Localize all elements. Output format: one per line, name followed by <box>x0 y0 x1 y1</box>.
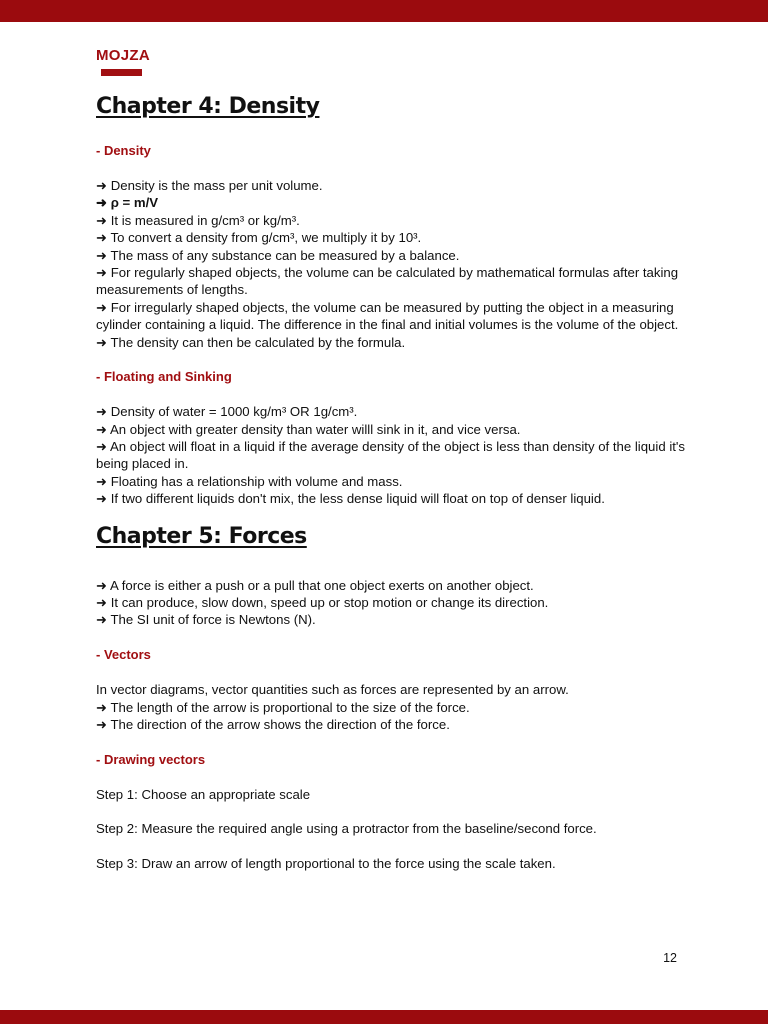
forces-line: ➜ The SI unit of force is Newtons (N). <box>96 612 316 628</box>
vectors-line: ➜ The length of the arrow is proportional to the size of the force. <box>96 699 470 715</box>
floating-line: ➜ An object with greater density than water willl sink in it, and vice versa. <box>96 421 521 437</box>
floating-line: ➜ An object will float in a liquid if the average density of the object is less than density of the liquid it's being placed in. <box>96 439 686 472</box>
top-band <box>0 0 768 22</box>
density-formula: ➜ ρ = m/V <box>96 195 159 211</box>
bottom-band <box>0 1010 768 1024</box>
step-3: Step 3: Draw an arrow of length proportional to the force using the scale taken. <box>96 856 556 872</box>
chapter-5-title: Chapter 5: Forces <box>96 523 307 549</box>
page-content <box>96 92 686 873</box>
step-2: Step 2: Measure the required angle using a protractor from the baseline/second force. <box>96 821 597 837</box>
vectors-line: ➜ The direction of the arrow shows the direction of the force. <box>96 716 450 732</box>
vectors-heading: - Vectors <box>96 647 151 663</box>
density-line: ➜ The density can then be calculated by the formula. <box>96 334 406 350</box>
forces-line: ➜ It can produce, slow down, speed up or stop motion or change its direction. <box>96 595 549 611</box>
density-line: ➜ To convert a density from g/cm³, we multiply it by 10³. <box>96 230 422 246</box>
step-1: Step 1: Choose an appropriate scale <box>96 786 311 802</box>
page-number: 12 <box>663 951 677 965</box>
density-line: ➜ The mass of any substance can be measured by a balance. <box>96 247 460 263</box>
drawing-vectors-heading: - Drawing vectors <box>96 751 206 767</box>
vectors-intro: In vector diagrams, vector quantities such as forces are represented by an arrow. <box>96 682 569 698</box>
floating-line: ➜ If two different liquids don't mix, the less dense liquid will float on top of denser liquid. <box>96 491 605 507</box>
density-heading: - Density <box>96 143 151 158</box>
density-line: ➜ For regularly shaped objects, the volume can be calculated by mathematical formulas after taking measurements of lengths. <box>96 264 679 298</box>
floating-heading: - Floating and Sinking <box>96 369 232 385</box>
density-line: ➜ For irregularly shaped objects, the volume can be measured by putting the object in a measuring cylinder containing a liquid. The difference in the final and initial volumes is the volume of the object. <box>96 299 679 333</box>
floating-line: ➜ Floating has a relationship with volume and mass. <box>96 473 403 489</box>
floating-line: ➜ Density of water = 1000 kg/m³ OR 1g/cm³. <box>96 404 358 420</box>
forces-line: ➜ A force is either a push or a pull that one object exerts on another object. <box>96 577 534 593</box>
chapter-4-title: Chapter 4: Density <box>96 94 320 119</box>
density-line: ➜ Density is the mass per unit volume. <box>96 177 323 193</box>
brand-label: MOJZA <box>96 47 150 64</box>
density-line: ➜ It is measured in g/cm³ or kg/m³. <box>96 212 300 228</box>
brand-underline <box>101 69 142 76</box>
